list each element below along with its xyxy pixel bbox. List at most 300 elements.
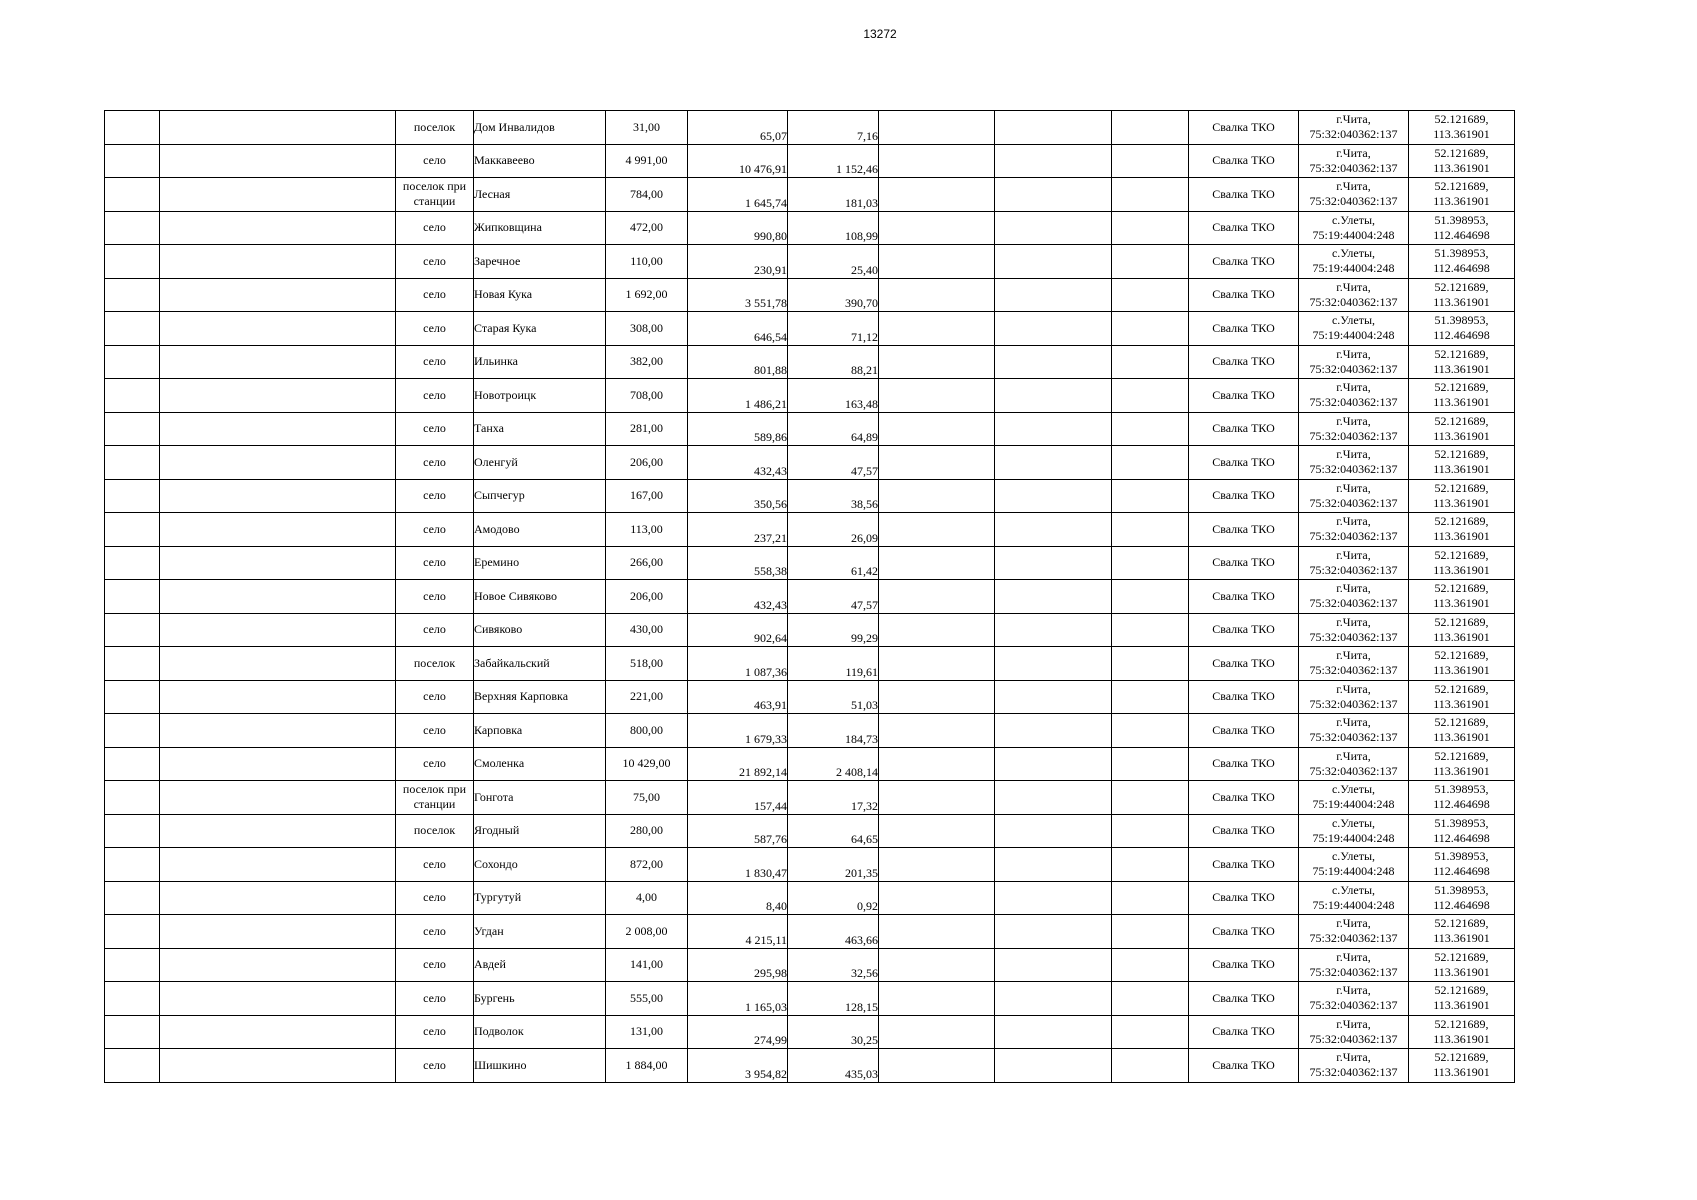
mass-cell bbox=[788, 178, 879, 212]
facility-address-cell bbox=[1299, 211, 1409, 245]
facility-address-cell-text: г.Чита, bbox=[1336, 279, 1371, 294]
empty-cell bbox=[995, 546, 1112, 580]
population-cell-text: 872,00 bbox=[630, 856, 663, 871]
facility-address-cell bbox=[1299, 312, 1409, 346]
volume-cell-text: 3 551,78 bbox=[745, 296, 787, 310]
mass-cell-text: 71,12 bbox=[851, 329, 878, 344]
population-cell-text: 1 884,00 bbox=[625, 1057, 668, 1072]
empty-cell bbox=[105, 680, 160, 714]
empty-cell bbox=[1112, 781, 1189, 815]
coordinates-cell bbox=[1409, 714, 1515, 748]
empty-cell bbox=[879, 580, 995, 614]
settlement-name-cell bbox=[474, 412, 606, 446]
coordinates-cell bbox=[1409, 848, 1515, 882]
mass-cell-text: 61,42 bbox=[851, 564, 878, 578]
facility-cell bbox=[1189, 1049, 1299, 1083]
facility-address-cell-text: с.Улеты, bbox=[1331, 849, 1376, 864]
coordinates-cell-text: 113.361901 bbox=[1433, 596, 1490, 611]
empty-cell bbox=[879, 881, 995, 915]
settlement-type-cell bbox=[396, 580, 474, 614]
settlement-type-cell bbox=[396, 412, 474, 446]
settlement-type-cell-text: село bbox=[423, 387, 446, 402]
empty-cell bbox=[105, 948, 160, 982]
coordinates-cell-text: 113.361901 bbox=[1433, 194, 1490, 209]
coordinates-cell-text: 52.121689, bbox=[1434, 112, 1489, 127]
coordinates-cell bbox=[1409, 781, 1515, 815]
settlement-name-cell bbox=[474, 580, 606, 614]
facility-address-cell-text: г.Чита, bbox=[1336, 648, 1371, 663]
facility-cell bbox=[1189, 647, 1299, 681]
empty-cell bbox=[1112, 647, 1189, 681]
population-cell bbox=[606, 680, 688, 714]
empty-cell bbox=[105, 915, 160, 949]
volume-cell bbox=[688, 948, 788, 982]
volume-cell bbox=[688, 613, 788, 647]
settlement-name-cell-text: Лесная bbox=[474, 186, 511, 201]
empty-cell bbox=[1112, 1049, 1189, 1083]
mass-cell bbox=[788, 111, 879, 145]
empty-cell bbox=[879, 345, 995, 379]
empty-cell bbox=[1112, 513, 1189, 547]
empty-cell bbox=[105, 747, 160, 781]
population-cell-text: 1 692,00 bbox=[625, 287, 668, 302]
coordinates-cell bbox=[1409, 546, 1515, 580]
empty-cell bbox=[879, 948, 995, 982]
mass-cell bbox=[788, 312, 879, 346]
facility-address-cell-text: 75:32:040362:137 bbox=[1309, 395, 1398, 410]
population-cell bbox=[606, 982, 688, 1016]
facility-cell-text: Свалка ТКО bbox=[1212, 588, 1275, 603]
coordinates-cell-text: 112.464698 bbox=[1433, 897, 1490, 912]
settlement-type-cell bbox=[396, 345, 474, 379]
settlement-type-cell-text: поселок при станции bbox=[402, 782, 467, 812]
settlement-type-cell-text: село bbox=[423, 990, 446, 1005]
facility-address-cell-text: г.Чита, bbox=[1336, 413, 1371, 428]
settlement-name-cell bbox=[474, 379, 606, 413]
coordinates-cell-text: 52.121689, bbox=[1434, 648, 1489, 663]
population-cell-text: 141,00 bbox=[630, 957, 663, 972]
population-cell-text: 430,00 bbox=[630, 622, 663, 637]
coordinates-cell-text: 51.398953, bbox=[1434, 313, 1489, 328]
population-cell bbox=[606, 580, 688, 614]
population-cell-text: 113,00 bbox=[630, 521, 663, 536]
facility-cell bbox=[1189, 412, 1299, 446]
settlement-type-cell bbox=[396, 647, 474, 681]
population-cell bbox=[606, 245, 688, 279]
volume-cell-text: 295,98 bbox=[754, 966, 787, 980]
empty-cell bbox=[160, 647, 396, 681]
mass-cell-text: 108,99 bbox=[845, 229, 878, 243]
facility-address-cell-text: 75:32:040362:137 bbox=[1309, 1065, 1398, 1080]
table-row bbox=[105, 178, 1515, 212]
facility-address-cell bbox=[1299, 1015, 1409, 1049]
volume-cell-text: 157,44 bbox=[754, 798, 787, 813]
coordinates-cell-text: 113.361901 bbox=[1433, 395, 1490, 410]
population-cell bbox=[606, 714, 688, 748]
settlement-type-cell bbox=[396, 948, 474, 982]
population-cell-text: 708,00 bbox=[630, 387, 663, 402]
mass-cell-text: 435,03 bbox=[845, 1066, 878, 1081]
mass-cell-text: 25,40 bbox=[851, 262, 878, 277]
settlement-name-cell-text: Бургень bbox=[474, 990, 515, 1005]
empty-cell bbox=[160, 948, 396, 982]
facility-address-cell-text: с.Улеты, bbox=[1331, 782, 1376, 797]
settlement-name-cell bbox=[474, 982, 606, 1016]
facility-address-cell-text: 75:19:44004:248 bbox=[1312, 797, 1395, 812]
facility-address-cell bbox=[1299, 446, 1409, 480]
empty-cell bbox=[160, 814, 396, 848]
empty-cell bbox=[1112, 479, 1189, 513]
mass-cell bbox=[788, 881, 879, 915]
empty-cell bbox=[879, 144, 995, 178]
settlement-name-cell bbox=[474, 1015, 606, 1049]
coordinates-cell bbox=[1409, 613, 1515, 647]
table-row bbox=[105, 848, 1515, 882]
facility-address-cell-text: 75:32:040362:137 bbox=[1309, 730, 1398, 745]
volume-cell bbox=[688, 178, 788, 212]
coordinates-cell-text: 51.398953, bbox=[1434, 246, 1489, 261]
volume-cell-text: 1 645,74 bbox=[745, 195, 787, 210]
empty-cell bbox=[105, 982, 160, 1016]
empty-cell bbox=[1112, 982, 1189, 1016]
volume-cell bbox=[688, 580, 788, 614]
facility-cell-text: Свалка ТКО bbox=[1212, 722, 1275, 737]
coordinates-cell-text: 51.398953, bbox=[1434, 849, 1489, 864]
table-row bbox=[105, 144, 1515, 178]
table-row bbox=[105, 546, 1515, 580]
settlement-name-cell-text: Сыпчегур bbox=[474, 488, 525, 503]
facility-cell-text: Свалка ТКО bbox=[1212, 823, 1275, 838]
volume-cell bbox=[688, 278, 788, 312]
volume-cell bbox=[688, 814, 788, 848]
coordinates-cell-text: 52.121689, bbox=[1434, 916, 1489, 931]
empty-cell bbox=[160, 781, 396, 815]
settlement-type-cell-text: село bbox=[423, 454, 446, 469]
empty-cell bbox=[160, 747, 396, 781]
facility-address-cell-text: 75:19:44004:248 bbox=[1312, 864, 1395, 879]
facility-address-cell-text: г.Чита, bbox=[1336, 380, 1371, 395]
mass-cell-text: 64,89 bbox=[851, 430, 878, 444]
settlement-type-cell-text: село bbox=[423, 521, 446, 536]
population-cell-text: 281,00 bbox=[630, 421, 663, 436]
mass-cell-text: 184,73 bbox=[845, 731, 878, 746]
settlement-type-cell bbox=[396, 982, 474, 1016]
facility-cell-text: Свалка ТКО bbox=[1212, 1057, 1275, 1072]
facility-cell-text: Свалка ТКО bbox=[1212, 119, 1275, 134]
settlement-name-cell bbox=[474, 479, 606, 513]
coordinates-cell-text: 52.121689, bbox=[1434, 346, 1489, 361]
mass-cell bbox=[788, 948, 879, 982]
facility-address-cell bbox=[1299, 814, 1409, 848]
settlement-type-cell-text: село bbox=[423, 588, 446, 603]
settlement-type-cell-text: село bbox=[423, 354, 446, 369]
coordinates-cell bbox=[1409, 111, 1515, 145]
empty-cell bbox=[160, 881, 396, 915]
mass-cell-text: 26,09 bbox=[851, 530, 878, 545]
facility-address-cell-text: г.Чита, bbox=[1336, 1050, 1371, 1065]
settlement-type-cell bbox=[396, 613, 474, 647]
empty-cell bbox=[160, 1049, 396, 1083]
mass-cell-text: 2 408,14 bbox=[836, 765, 878, 779]
empty-cell bbox=[105, 781, 160, 815]
facility-cell-text: Свалка ТКО bbox=[1212, 555, 1275, 570]
empty-cell bbox=[995, 647, 1112, 681]
settlement-name-cell bbox=[474, 111, 606, 145]
settlement-type-cell bbox=[396, 1049, 474, 1083]
population-cell-text: 472,00 bbox=[630, 220, 663, 235]
coordinates-cell-text: 113.361901 bbox=[1433, 294, 1490, 309]
settlement-name-cell-text: Маккавеево bbox=[474, 153, 535, 168]
volume-cell bbox=[688, 915, 788, 949]
empty-cell bbox=[995, 1015, 1112, 1049]
settlement-name-cell-text: Сивяково bbox=[474, 622, 523, 637]
settlement-name-cell-text: Смоленка bbox=[474, 756, 525, 771]
facility-cell-text: Свалка ТКО bbox=[1212, 622, 1275, 637]
facility-address-cell bbox=[1299, 345, 1409, 379]
empty-cell bbox=[160, 111, 396, 145]
facility-address-cell-text: 75:19:44004:248 bbox=[1312, 227, 1395, 242]
population-cell bbox=[606, 915, 688, 949]
volume-cell-text: 237,21 bbox=[754, 530, 787, 545]
empty-cell bbox=[160, 680, 396, 714]
volume-cell-text: 21 892,14 bbox=[739, 765, 787, 779]
mass-cell-text: 32,56 bbox=[851, 966, 878, 980]
facility-address-cell-text: 75:32:040362:137 bbox=[1309, 529, 1398, 544]
mass-cell-text: 1 152,46 bbox=[836, 162, 878, 176]
facility-address-cell-text: 75:19:44004:248 bbox=[1312, 328, 1395, 343]
facility-cell bbox=[1189, 680, 1299, 714]
facility-cell-text: Свалка ТКО bbox=[1212, 689, 1275, 704]
facility-address-cell-text: 75:32:040362:137 bbox=[1309, 495, 1398, 510]
population-cell-text: 784,00 bbox=[630, 186, 663, 201]
settlement-name-cell-text: Угдан bbox=[474, 923, 504, 938]
coordinates-cell-text: 52.121689, bbox=[1434, 145, 1489, 160]
empty-cell bbox=[105, 580, 160, 614]
settlement-type-cell bbox=[396, 278, 474, 312]
settlement-name-cell bbox=[474, 881, 606, 915]
facility-cell bbox=[1189, 613, 1299, 647]
coordinates-cell bbox=[1409, 814, 1515, 848]
facility-address-cell bbox=[1299, 479, 1409, 513]
empty-cell bbox=[105, 312, 160, 346]
settlement-name-cell-text: Дом Инвалидов bbox=[474, 119, 555, 134]
empty-cell bbox=[879, 747, 995, 781]
coordinates-cell bbox=[1409, 513, 1515, 547]
settlement-name-cell-text: Сохондо bbox=[474, 856, 518, 871]
empty-cell bbox=[1112, 680, 1189, 714]
empty-cell bbox=[995, 613, 1112, 647]
population-cell-text: 518,00 bbox=[630, 655, 663, 670]
empty-cell bbox=[1112, 144, 1189, 178]
facility-cell bbox=[1189, 211, 1299, 245]
volume-cell-text: 589,86 bbox=[754, 430, 787, 444]
settlement-name-cell-text: Танха bbox=[474, 421, 504, 436]
population-cell bbox=[606, 312, 688, 346]
volume-cell-text: 463,91 bbox=[754, 698, 787, 712]
empty-cell bbox=[105, 814, 160, 848]
settlement-type-cell bbox=[396, 479, 474, 513]
volume-cell bbox=[688, 312, 788, 346]
empty-cell bbox=[879, 479, 995, 513]
empty-cell bbox=[879, 915, 995, 949]
facility-address-cell-text: 75:32:040362:137 bbox=[1309, 562, 1398, 577]
facility-address-cell bbox=[1299, 982, 1409, 1016]
empty-cell bbox=[160, 245, 396, 279]
facility-address-cell-text: с.Улеты, bbox=[1331, 212, 1376, 227]
coordinates-cell-text: 52.121689, bbox=[1434, 547, 1489, 562]
coordinates-cell-text: 51.398953, bbox=[1434, 782, 1489, 797]
population-cell-text: 4,00 bbox=[636, 890, 657, 905]
volume-cell-text: 8,40 bbox=[766, 899, 787, 913]
settlement-type-cell-text: село bbox=[423, 923, 446, 938]
empty-cell bbox=[105, 111, 160, 145]
settlement-name-cell-text: Ильинка bbox=[474, 354, 518, 369]
coordinates-cell bbox=[1409, 211, 1515, 245]
facility-address-cell-text: г.Чита, bbox=[1336, 916, 1371, 931]
empty-cell bbox=[879, 312, 995, 346]
table-row bbox=[105, 948, 1515, 982]
coordinates-cell bbox=[1409, 647, 1515, 681]
coordinates-cell-text: 51.398953, bbox=[1434, 212, 1489, 227]
settlement-type-cell bbox=[396, 848, 474, 882]
facility-address-cell-text: с.Улеты, bbox=[1331, 313, 1376, 328]
empty-cell bbox=[1112, 1015, 1189, 1049]
facility-cell bbox=[1189, 546, 1299, 580]
empty-cell bbox=[105, 1015, 160, 1049]
facility-address-cell-text: 75:32:040362:137 bbox=[1309, 1031, 1398, 1046]
facility-address-cell-text: г.Чита, bbox=[1336, 480, 1371, 495]
facility-address-cell bbox=[1299, 546, 1409, 580]
empty-cell bbox=[1112, 848, 1189, 882]
mass-cell bbox=[788, 747, 879, 781]
population-cell-text: 206,00 bbox=[630, 588, 663, 603]
settlement-type-cell bbox=[396, 1015, 474, 1049]
coordinates-cell-text: 113.361901 bbox=[1433, 562, 1490, 577]
facility-address-cell-text: 75:32:040362:137 bbox=[1309, 696, 1398, 711]
coordinates-cell-text: 113.361901 bbox=[1433, 1031, 1490, 1046]
empty-cell bbox=[160, 546, 396, 580]
settlement-type-cell bbox=[396, 178, 474, 212]
coordinates-cell-text: 112.464698 bbox=[1433, 797, 1490, 812]
settlement-type-cell bbox=[396, 814, 474, 848]
coordinates-cell bbox=[1409, 948, 1515, 982]
mass-cell-text: 17,32 bbox=[851, 798, 878, 813]
population-cell bbox=[606, 647, 688, 681]
empty-cell bbox=[1112, 312, 1189, 346]
mass-cell bbox=[788, 379, 879, 413]
coordinates-cell-text: 113.361901 bbox=[1433, 696, 1490, 711]
table-row bbox=[105, 379, 1515, 413]
volume-cell-text: 274,99 bbox=[754, 1033, 787, 1047]
mass-cell-text: 88,21 bbox=[851, 363, 878, 377]
empty-cell bbox=[160, 580, 396, 614]
facility-cell-text: Свалка ТКО bbox=[1212, 454, 1275, 469]
population-cell bbox=[606, 948, 688, 982]
table-row bbox=[105, 613, 1515, 647]
mass-cell bbox=[788, 513, 879, 547]
facility-cell-text: Свалка ТКО bbox=[1212, 153, 1275, 168]
empty-cell bbox=[995, 245, 1112, 279]
coordinates-cell-text: 113.361901 bbox=[1433, 964, 1490, 979]
table-body bbox=[105, 111, 1515, 1083]
facility-address-cell-text: г.Чита, bbox=[1336, 614, 1371, 629]
empty-cell bbox=[1112, 747, 1189, 781]
empty-cell bbox=[995, 446, 1112, 480]
empty-cell bbox=[160, 345, 396, 379]
empty-cell bbox=[1112, 580, 1189, 614]
facility-cell-text: Свалка ТКО bbox=[1212, 521, 1275, 536]
settlement-type-cell-text: село bbox=[423, 153, 446, 168]
mass-cell-text: 7,16 bbox=[857, 128, 878, 143]
settlement-name-cell-text: Карповка bbox=[474, 722, 523, 737]
empty-cell bbox=[160, 613, 396, 647]
facility-address-cell bbox=[1299, 1049, 1409, 1083]
volume-cell bbox=[688, 446, 788, 480]
empty-cell bbox=[879, 111, 995, 145]
mass-cell bbox=[788, 144, 879, 178]
empty-cell bbox=[879, 848, 995, 882]
coordinates-cell-text: 112.464698 bbox=[1433, 261, 1490, 276]
settlement-type-cell bbox=[396, 446, 474, 480]
coordinates-cell-text: 52.121689, bbox=[1434, 581, 1489, 596]
facility-cell bbox=[1189, 814, 1299, 848]
volume-cell-text: 3 954,82 bbox=[745, 1066, 787, 1081]
settlement-type-cell-text: село bbox=[423, 856, 446, 871]
page-number: 13272 bbox=[863, 27, 897, 41]
facility-address-cell-text: 75:32:040362:137 bbox=[1309, 964, 1398, 979]
empty-cell bbox=[995, 814, 1112, 848]
coordinates-cell bbox=[1409, 1015, 1515, 1049]
settlement-type-cell bbox=[396, 881, 474, 915]
empty-cell bbox=[1112, 714, 1189, 748]
empty-cell bbox=[160, 915, 396, 949]
settlement-name-cell bbox=[474, 245, 606, 279]
empty-cell bbox=[160, 479, 396, 513]
empty-cell bbox=[1112, 546, 1189, 580]
volume-cell bbox=[688, 1015, 788, 1049]
empty-cell bbox=[879, 982, 995, 1016]
facility-cell-text: Свалка ТКО bbox=[1212, 320, 1275, 335]
empty-cell bbox=[879, 211, 995, 245]
settlement-type-cell-text: село bbox=[423, 287, 446, 302]
population-cell bbox=[606, 345, 688, 379]
empty-cell bbox=[105, 446, 160, 480]
volume-cell bbox=[688, 982, 788, 1016]
settlement-type-cell-text: село bbox=[423, 756, 446, 771]
empty-cell bbox=[995, 781, 1112, 815]
facility-address-cell bbox=[1299, 144, 1409, 178]
empty-cell bbox=[105, 379, 160, 413]
volume-cell-text: 230,91 bbox=[754, 262, 787, 277]
population-cell-text: 10 429,00 bbox=[622, 756, 671, 771]
settlement-type-cell bbox=[396, 379, 474, 413]
facility-cell bbox=[1189, 580, 1299, 614]
empty-cell bbox=[995, 178, 1112, 212]
settlement-name-cell bbox=[474, 513, 606, 547]
empty-cell bbox=[105, 546, 160, 580]
table-row bbox=[105, 982, 1515, 1016]
facility-address-cell-text: г.Чита, bbox=[1336, 1016, 1371, 1031]
facility-cell-text: Свалка ТКО bbox=[1212, 923, 1275, 938]
coordinates-cell-text: 52.121689, bbox=[1434, 447, 1489, 462]
population-cell bbox=[606, 446, 688, 480]
facility-cell-text: Свалка ТКО bbox=[1212, 756, 1275, 771]
population-cell-text: 75,00 bbox=[633, 789, 660, 804]
coordinates-cell bbox=[1409, 278, 1515, 312]
volume-cell bbox=[688, 245, 788, 279]
facility-cell-text: Свалка ТКО bbox=[1212, 957, 1275, 972]
mass-cell-text: 64,65 bbox=[851, 832, 878, 846]
